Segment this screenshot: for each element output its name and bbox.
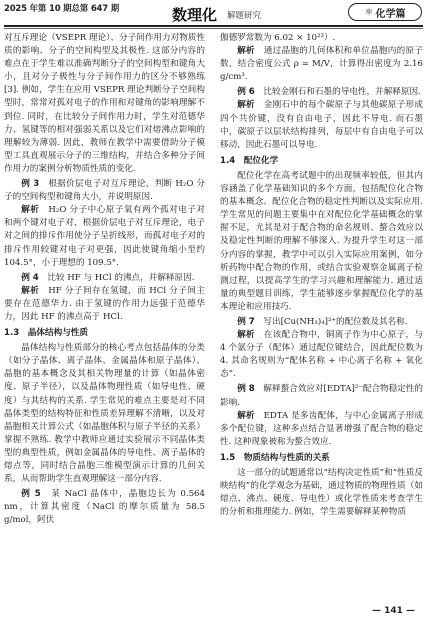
column-logo-text: 化学篇 — [375, 8, 406, 20]
header-rule-thin — [4, 28, 423, 29]
solution-text: H₂O 分子中心原子氧有两个孤对电子对和两个键对电子对，根据价层电子对互斥理论，电子对之间的排斥作用使分子呈折线形，而孤对电子对的排斥作用较键对电子对更强，因此使键角缩小至约 104.5°，小于理想的 109.5°. — [4, 205, 205, 268]
section-heading: 1.3 晶体结构与性质 — [4, 328, 88, 339]
solution-label: 解析 — [21, 285, 40, 296]
solution-label: 解析 — [237, 46, 255, 57]
paragraph: 晶体结构与性质部分的核心考点包括晶体的分类（如分子晶体、离子晶体、金属晶体和原子晶体）、晶胞的基本概念及其相关物理量的计算（如晶体密度、原子半径），以及晶体物理性质（如导电性、硬度）与其结构的关系. 学生常见的难点主要是对不同晶体类型的结构特征和性质差异理解不清晰，以及对晶胞相关计算公式（如晶胞体积与原子半径的关系）掌握不熟练. 教学中教师应通过实验展示不同晶体类型的典型性质，例如金属晶体的导电性、离子晶体的熔点等，同时结合晶胞三维模型演示计算的几何关系，从而帮助学生直观理解这一部分内容. — [4, 343, 205, 485]
column-logo — [348, 3, 422, 21]
section-heading: 1.4 配位化学 — [220, 155, 279, 166]
example-label: 例 4 — [21, 272, 39, 283]
solution-text: HF 分子间存在氢键，而 HCl 分子间主要存在范德华力. 由于氢键的作用力远强于范德华力，因此 HF 的沸点高于 HCl. — [4, 285, 205, 322]
solution-label: 解析 — [237, 410, 255, 421]
example-text: 写出[Cu(NH₃)₄]²⁺的配位数及其名称. — [263, 316, 408, 327]
example-label: 例 3 — [21, 179, 40, 190]
header-rule — [4, 25, 423, 27]
solution-8 — [220, 410, 423, 449]
solution-label: 解析 — [237, 100, 255, 111]
solution-text: EDTA 是多齿配体，与中心金属离子形成多个配位键，这种多点结合显著增强了配合物的稳定性. 这种现象被称为螯合效应. — [220, 410, 423, 447]
example-text: 解释螯合效应对[EDTA]²⁻配合物稳定性的影响. — [220, 384, 424, 408]
example-label: 例 7 — [237, 316, 255, 327]
section-heading: 1.5 物质结构与性质的关系 — [220, 452, 330, 463]
paragraph: 这一部分的试题通常以“结构决定性质”和“性质反映结构”的化学观念为基础，通过物质的物理性质（如熔点、沸点、硬度、导电性）或化学性质来考查学生的分析和推理能力. 例如，学生需要解释某种物质 — [220, 468, 423, 518]
solution-5 — [220, 45, 423, 84]
example-text: 比较金刚石和石墨的导电性，并解释原因. — [263, 87, 421, 98]
example-label: 例 5 — [21, 489, 41, 500]
solution-7 — [220, 329, 423, 381]
paragraph: 伽德罗常数为 6.02 × 10²³）. — [220, 33, 336, 43]
solution-text: 金刚石中的每个碳原子与其他碳原子形成四个共价键，没有自由电子，因此不导电. 而石墨中，碳原子以层状结构排列，每层中有自由电子可以移动，因此石墨可以导电. — [220, 100, 423, 150]
section-tag: 解题研究 — [227, 11, 262, 21]
solution-3 — [4, 204, 205, 269]
solution-6 — [220, 99, 423, 151]
example-4 — [4, 272, 205, 285]
solution-4 — [4, 285, 205, 324]
page-header — [0, 0, 427, 30]
right-column — [220, 32, 423, 519]
solution-label: 解析 — [21, 205, 40, 216]
example-text: 比较 HF 与 HCl 的沸点，并解释原因. — [47, 272, 195, 283]
example-label: 例 8 — [237, 384, 255, 395]
example-6 — [220, 86, 423, 99]
example-3 — [4, 178, 205, 204]
example-7 — [220, 316, 423, 329]
paragraph: 配位化学在高考试题中的出现频率较低，但其内容涵盖了化学基础知识的多个方面，包括配位化合物的基本概念、配位化合物的稳定性判断以及实际应用. 学生常见的问题主要集中在对配位化学基础概念的掌握不足，尤其是对于配合物的命名规则、螯合效应以及稳定性判断的理解不够深入. 为提升学生对这一部分内容的掌握，教学中可以引入实际应用案例，如分析药物中配合物的作用，或结合实验观察金属离子检测过程，以提高学生的学习兴趣和理解能力. 通过适量的典型题目训练，学生能够逐步掌握配位化学的基本理论和应用技巧. — [220, 170, 423, 312]
left-column — [4, 32, 205, 527]
issue-info: 2025 年第 10 期总第 647 期 — [4, 4, 120, 14]
solution-text: 在该配合物中，铜离子作为中心原子，与 4 个氨分子（配体）通过配位键结合，因此配位数为 4. 其命名规则为“配体名称 + 中心离子名称 + 氧化态”. — [220, 330, 423, 380]
atom-icon: ⚛ — [364, 6, 374, 18]
example-text: 根据价层电子对互斥理论，判断 H₂O 分子的空间构型和键角大小，并说明原因. — [4, 179, 205, 203]
example-label: 例 6 — [237, 87, 255, 98]
example-8 — [220, 383, 423, 409]
example-5 — [4, 488, 205, 527]
page-number: — 141 — — [372, 606, 416, 616]
solution-label: 解析 — [237, 330, 255, 341]
magazine-title: 数理化 — [172, 6, 218, 24]
paragraph: 对互斥理论（VSEPR 理论）、分子间作用力对物质性质的影响、分子的空间构型及其极性. 这部分内容的难点在于学生难以准确判断分子的空间构型和键角大小，且对分子极性与分子间作用力的区分不够熟练[3]. 例如，学生在应用 VSEPR 理论判断分子空间构型时，常常对孤对电子的作用和对键角的影响理解不到位. 同时，在比较分子间作用力时，学生对范德华力、氢键等的相对强弱关系以及它们对熔沸点影响的理解较为薄弱. 因此，教师在教学中需要借助分子模型工具直观展示分子的三维结构，并结合多种分子间作用力的案例分析物质性质的变化. — [4, 33, 205, 174]
example-text: 某 NaCl 晶体中，晶胞边长为 0.564 nm，计算其密度（NaCl 的摩尔质量为 58.5 g/mol，阿伏 — [4, 489, 205, 526]
solution-text: 通过晶胞的几何体积和单位晶胞内的原子数，结合密度公式 ρ = M/V，计算得出密度为 2.16 g/cm³. — [220, 46, 423, 83]
